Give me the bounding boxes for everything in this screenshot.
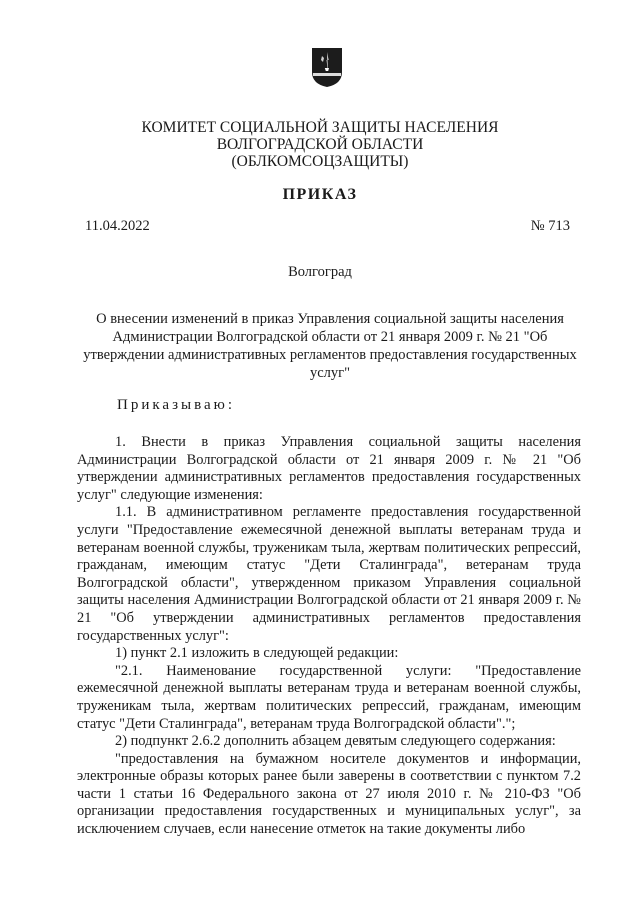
organization-name-line-2: ВОЛГОГРАДСКОЙ ОБЛАСТИ — [216, 136, 424, 153]
document-date: 11.04.2022 — [85, 218, 150, 234]
document-body — [77, 434, 581, 839]
paragraph-quote-2-6-2: "предоставления на бумажном носителе документов и информации, электронные образы которых ранее были заверены в соответствии с пунктом 7.2 части 1 статьи 16 Федерального закона от 27 июля 2010 г. № 210-ФЗ "Об организации предоставления государственных и муниципальных услуг", за исключением случаев, если нанесение отметок на такие документы либо — [77, 750, 581, 838]
order-directive: Приказываю: — [117, 397, 235, 413]
paragraph-item-1: 1) пункт 2.1 изложить в следующей редакции: — [115, 645, 399, 662]
organization-abbreviation: (ОБЛКОМСОЦЗАЩИТЫ) — [231, 153, 409, 170]
document-number: № 713 — [530, 218, 570, 234]
organization-name-line-1: КОМИТЕТ СОЦИАЛЬНОЙ ЗАЩИТЫ НАСЕЛЕНИЯ — [141, 119, 499, 136]
paragraph-quote-2-1: "2.1. Наименование государственной услуги: "Предоставление ежемесячной денежной выплаты ветеранам труда и ветеранам военной службы, труженикам тыла, жертвам политических репрессий, гражданам, имеющим статус "Дети Сталинграда", ветеранам труда Волгоградской области"."; — [77, 662, 581, 732]
document-city: Волгоград — [288, 264, 352, 280]
document-type-title: ПРИКАЗ — [282, 186, 358, 203]
paragraph-1: 1. Внести в приказ Управления социальной защиты населения Администрации Волгоградской области от 21 января 2009 г. № 21 "Об утверждении административных регламентов предоставления государственных услуг" следующие изменения: — [77, 434, 581, 503]
volgograd-coat-of-arms-icon — [310, 46, 344, 88]
document-subject: О внесении изменений в приказ Управления социальной защиты населения Администрации Волгоградской области от 21 января 2009 г. № 21 "Об утверждении административных регламентов предоставления государственных услуг" — [83, 311, 577, 381]
paragraph-1-1: 1.1. В административном регламенте предоставления государственной услуги "Предоставление ежемесячной денежной выплаты ветеранам труда и ветеранам военной службы, труженикам тыла, жертвам политических репрессий, гражданам, имеющим статус "Дети Сталинграда", ветеранам труда Волгоградской области", утвержденном приказом Управления социальной защиты населения Администрации Волгоградской области от 21 января 2009 г. № 21 "Об утверждении административных регламентов предоставления государственных услуг": — [77, 504, 581, 644]
paragraph-item-2: 2) подпункт 2.6.2 дополнить абзацем девятым следующего содержания: — [115, 733, 556, 750]
